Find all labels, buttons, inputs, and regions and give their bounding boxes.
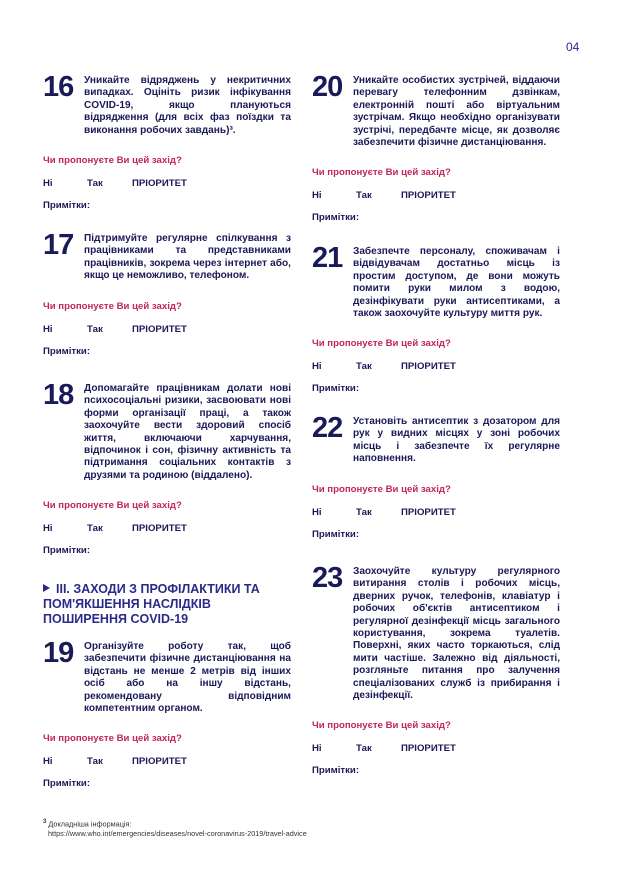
- measure-text: Заохочуйте культуру регулярного витирання столів і робочих місць, дверних ручок, телефонів, клавіатур і робочих об'єктів антисептиком і регулярної дезінфекції місць загального користування, зокрема туалетів. Поверхні, яких часто торкаються, слід мити частіше. Залежно від діяльності, розгляньте питання про залучення спеціалізованих служб із прибирання і дезінфекції.: [353, 566, 560, 702]
- footnote-url[interactable]: https://www.who.int/emergencies/diseases/novel-coronavirus-2019/travel-advice: [48, 828, 307, 838]
- notes-label: Примітки:: [312, 765, 360, 777]
- footnote: [43, 818, 543, 838]
- measure-21: [312, 242, 560, 395]
- option-no[interactable]: Ні: [43, 323, 53, 335]
- answer-options: [312, 361, 560, 372]
- section-heading: [43, 582, 293, 627]
- question-label: Чи пропонуєте Ви цей захід?: [312, 167, 451, 179]
- measure-text: Допомагайте працівникам долати нові психосоціальні ризики, засвоювати нові форми організації праці, а також заохочуйте вести здоровий спосіб життя, включаючи харчування, відпочинок і сон, фізичну активність та підтримання соціальних контактів з друзями та родиною (віддалено).: [84, 383, 291, 481]
- notes-label: Примітки:: [43, 345, 91, 357]
- measure-20: [312, 71, 560, 224]
- option-yes[interactable]: Так: [356, 506, 372, 518]
- answer-options: [312, 743, 560, 754]
- measure-number: 21: [312, 242, 343, 274]
- option-yes[interactable]: Так: [356, 190, 372, 202]
- measure-17: [43, 229, 291, 357]
- measure-19: [43, 637, 291, 790]
- measure-number: 19: [43, 637, 74, 669]
- option-no[interactable]: Ні: [43, 523, 53, 535]
- option-no[interactable]: Ні: [43, 178, 53, 190]
- option-no[interactable]: Ні: [312, 743, 322, 755]
- option-priority[interactable]: ПРІОРИТЕТ: [401, 743, 456, 755]
- option-priority[interactable]: ПРІОРИТЕТ: [132, 756, 187, 768]
- measure-18: [43, 379, 291, 557]
- option-no[interactable]: Ні: [312, 190, 322, 202]
- footnote-marker: 3: [43, 819, 47, 825]
- question-label: Чи пропонуєте Ви цей захід?: [43, 733, 182, 745]
- measure-text: Установіть антисептик з дозатором для рук у видних місцях у зоні робочих місць і забезпечте їх регулярне наповнення.: [353, 416, 560, 465]
- notes-label: Примітки:: [43, 778, 91, 790]
- question-label: Чи пропонуєте Ви цей захід?: [312, 338, 451, 350]
- option-priority[interactable]: ПРІОРИТЕТ: [401, 361, 456, 373]
- page-number: 04: [566, 40, 580, 54]
- footnote-text: Докладніша інформація:: [48, 819, 132, 829]
- question-label: Чи пропонуєте Ви цей захід?: [43, 155, 182, 167]
- option-priority[interactable]: ПРІОРИТЕТ: [132, 178, 187, 190]
- notes-label: Примітки:: [312, 383, 360, 395]
- measure-number: 17: [43, 229, 74, 261]
- triangle-bullet-icon: [43, 584, 50, 592]
- option-yes[interactable]: Так: [356, 361, 372, 373]
- question-label: Чи пропонуєте Ви цей захід?: [312, 720, 451, 732]
- measure-number: 18: [43, 379, 74, 411]
- measure-number: 20: [312, 71, 343, 103]
- measure-text: Організуйте роботу так, щоб забезпечити фізичне дистанціювання на відстань не менше 2 метрів від інших осіб або на іншу відстань, рекомендовану відповідним компетентним органом.: [84, 641, 291, 715]
- measure-23: [312, 562, 560, 777]
- option-priority[interactable]: ПРІОРИТЕТ: [401, 506, 456, 518]
- measure-text: Уникайте відряджень у некритичних випадках. Оцініть ризик інфікування COVID-19, якщо плануються відрядження (для всіх фаз поїздки та виконання робочих завдань)³.: [84, 75, 291, 136]
- measure-text: Підтримуйте регулярне спілкування з працівниками та представниками працівників, зокрема через інтернет або, якщо це неможливо, телефоном.: [84, 233, 291, 282]
- answer-options: [43, 324, 291, 335]
- answer-options: [312, 190, 560, 201]
- question-label: Чи пропонуєте Ви цей захід?: [43, 300, 182, 312]
- notes-label: Примітки:: [312, 528, 360, 540]
- notes-label: Примітки:: [43, 200, 91, 212]
- measure-16: [43, 71, 291, 212]
- option-yes[interactable]: Так: [87, 178, 103, 190]
- option-no[interactable]: Ні: [43, 756, 53, 768]
- measure-number: 16: [43, 71, 74, 103]
- option-priority[interactable]: ПРІОРИТЕТ: [132, 323, 187, 335]
- measure-text: Уникайте особистих зустрічей, віддаючи перевагу телефонним дзвінкам, електронній пошті або віртуальним зустрічам. Якщо необхідно організувати зустрічі, передбачте місце, як дозволяє забезпечити фізичне дистанціювання.: [353, 75, 560, 149]
- option-yes[interactable]: Так: [87, 756, 103, 768]
- option-yes[interactable]: Так: [87, 323, 103, 335]
- measure-22: [312, 412, 560, 540]
- notes-label: Примітки:: [312, 212, 360, 224]
- answer-options: [43, 756, 291, 767]
- question-label: Чи пропонуєте Ви цей захід?: [312, 483, 451, 495]
- measure-number: 22: [312, 412, 343, 444]
- option-yes[interactable]: Так: [356, 743, 372, 755]
- measure-number: 23: [312, 562, 343, 594]
- section-title: III. ЗАХОДИ З ПРОФІЛАКТИКИ ТА ПОМ'ЯКШЕННЯ НАСЛІДКІВ ПОШИРЕННЯ COVID-19: [43, 582, 260, 626]
- question-label: Чи пропонуєте Ви цей захід?: [43, 500, 182, 512]
- answer-options: [43, 178, 291, 189]
- answer-options: [43, 523, 291, 534]
- option-no[interactable]: Ні: [312, 361, 322, 373]
- option-no[interactable]: Ні: [312, 506, 322, 518]
- measure-text: Забезпечте персоналу, споживачам і відвідувачам достатньо місць із простим доступом, де вони можуть помити руки милом з водою, дезінфікувати руки антисептиками, а також заохочуйте культуру миття рук.: [353, 246, 560, 320]
- option-priority[interactable]: ПРІОРИТЕТ: [401, 190, 456, 202]
- notes-label: Примітки:: [43, 545, 91, 557]
- option-priority[interactable]: ПРІОРИТЕТ: [132, 523, 187, 535]
- option-yes[interactable]: Так: [87, 523, 103, 535]
- answer-options: [312, 507, 560, 518]
